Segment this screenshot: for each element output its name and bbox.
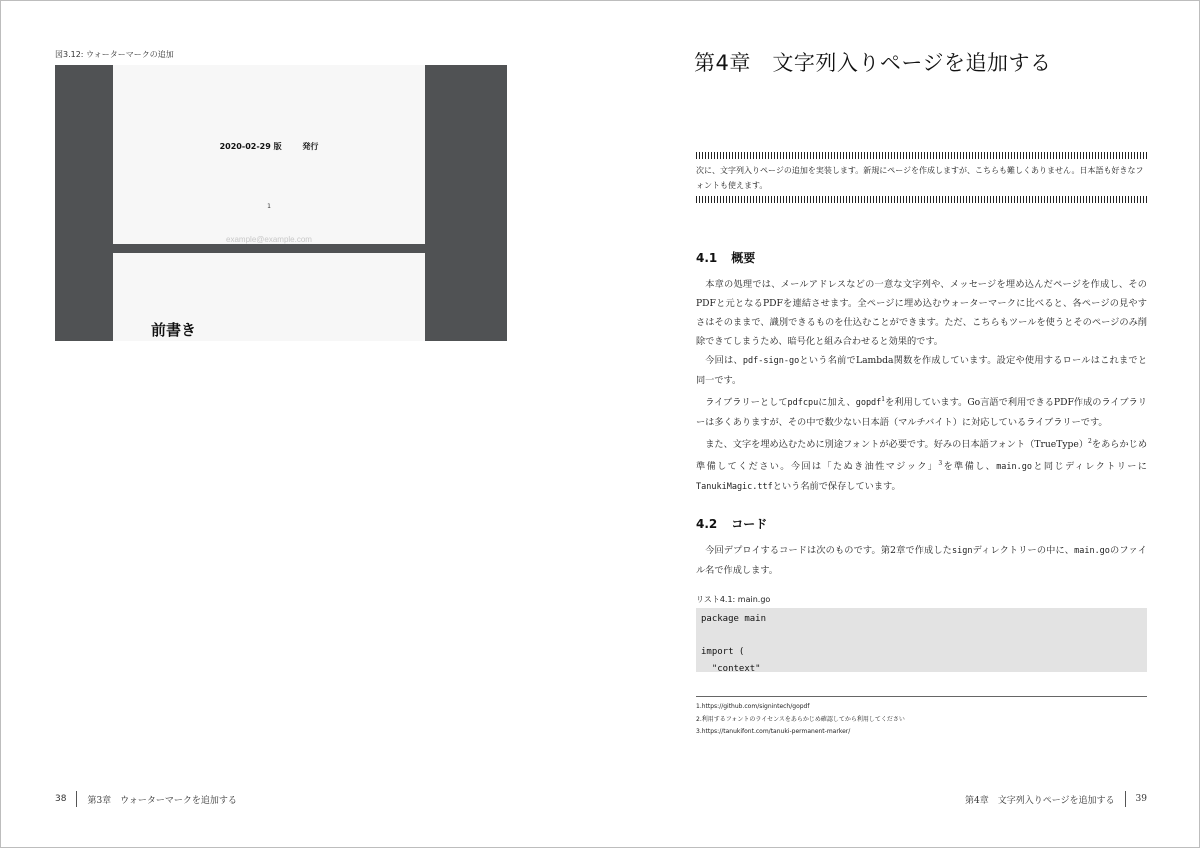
figure-page-number: 1 xyxy=(267,203,271,210)
inline-code: pdf-sign-go xyxy=(742,356,800,366)
footnote-rule xyxy=(696,696,1147,697)
text: という名前で保存しています。 xyxy=(772,481,901,493)
left-page-number: 38 xyxy=(55,794,67,804)
section-title: コード xyxy=(731,517,768,531)
section-4-2-body xyxy=(696,541,1147,580)
footnotes xyxy=(696,701,905,739)
paragraph xyxy=(696,432,1147,497)
figure-issue-line xyxy=(113,141,425,152)
figure-watermark: example@example.com xyxy=(226,235,312,244)
code-line: package main xyxy=(701,614,767,624)
section-heading-4-2 xyxy=(696,515,767,532)
inline-code: sign xyxy=(951,546,973,556)
figure-next-page-title: 前書き xyxy=(151,321,197,339)
left-footer xyxy=(55,791,237,807)
figure-issue-word: 発行 xyxy=(302,142,319,151)
chapter-intro: 次に、文字列入りページの追加を実装します。新規にページを作成しますが、こちらも難しくありません。日本語も好きなフォントも使えます。 xyxy=(696,166,1144,190)
text: を準備し、 xyxy=(942,461,997,473)
text: に加え、 xyxy=(818,397,856,409)
right-footer xyxy=(965,791,1147,807)
code-line: import ( xyxy=(701,647,745,657)
section-4-1-body xyxy=(696,275,1147,497)
watermark-figure xyxy=(55,65,507,341)
text: ライブラリーとして xyxy=(705,397,788,409)
section-title: 概要 xyxy=(731,251,756,265)
text: と同じディレクトリーに xyxy=(1032,461,1147,473)
figure-page-1 xyxy=(113,65,425,244)
footnote-1[interactable]: 1.https://github.com/signintech/gopdf xyxy=(696,703,810,710)
footnote-3[interactable]: 3.https://tanukifont.com/tanuki-permanent-marker/ xyxy=(696,728,851,735)
right-running-head: 第4章 文字列入りページを追加する xyxy=(964,795,1115,806)
footer-divider xyxy=(76,791,77,807)
code-line: "context" xyxy=(701,663,761,672)
figure-caption: 図3.12: ウォーターマークの追加 xyxy=(55,50,174,59)
text: を利用しています。Go言語で利用できるPDF作成のライブラリーは多くありますが、その中で数少ない日本語（マルチバイト）に対応しているライブラリーです。 xyxy=(696,397,1147,429)
section-heading-4-1 xyxy=(696,249,755,266)
left-running-head: 第3章 ウォーターマークを追加する xyxy=(87,795,237,806)
text: のファイル名で作成します。 xyxy=(696,545,1147,576)
section-number: 4.1 xyxy=(696,251,718,265)
figure-page-2 xyxy=(113,253,425,341)
paragraph xyxy=(696,351,1147,390)
footnote-ref[interactable]: 1 xyxy=(881,396,886,403)
figure-issue-date: 2020-02-29 版 xyxy=(219,142,282,151)
inline-code: main.go xyxy=(996,462,1033,473)
inline-code: gopdf xyxy=(855,398,882,409)
code-block xyxy=(696,608,1147,672)
inline-code: pdfcpu xyxy=(787,398,819,409)
text: ディレクトリーの中に、 xyxy=(972,545,1075,556)
paragraph xyxy=(696,541,1147,580)
text: という名前でLambda関数を作成しています。設定や使用するロールはこれまでと同一です。 xyxy=(696,355,1148,386)
paragraph: 本章の処理では、メールアドレスなどの一意な文字列や、メッセージを埋め込んだページを作成し、そのPDFと元となるPDFを連結させます。全ページに埋め込むウォーターマークに比べると、各ページの見やすさはそのままで、識別できるものを仕込むことができます。ただ、こちらもツールを使うとそのページのみ削除できてしまうため、暗号化と組み合わせると効果的です。 xyxy=(696,279,1147,347)
text: また、文字を埋め込むために別途フォントが必要です。好みの日本語フォント（TrueType） xyxy=(705,439,1089,451)
left-page xyxy=(1,1,600,847)
footnote-2: 2.利用するフォントのライセンスをあらかじめ確認してから利用してください xyxy=(696,715,905,723)
section-number: 4.2 xyxy=(696,517,718,531)
paragraph xyxy=(696,390,1147,432)
inline-code: TanukiMagic.ttf xyxy=(696,482,773,493)
text: をあらかじめ準備してください。今回は「たぬき油性マジック」 xyxy=(696,439,1148,473)
inline-code: main.go xyxy=(1074,546,1110,556)
chapter-title: 第4章 文字列入りページを追加する xyxy=(694,51,1052,75)
footnote-ref[interactable]: 3 xyxy=(938,460,943,468)
right-page xyxy=(600,1,1199,847)
intro-stripe-top xyxy=(696,152,1147,159)
listing-caption: リスト4.1: main.go xyxy=(696,595,771,604)
footnote-ref[interactable]: 2 xyxy=(1088,438,1092,446)
text: 今回デプロイするコードは次のものです。第2章で作成した xyxy=(705,545,952,556)
text: 今回は、 xyxy=(705,355,743,366)
footer-divider xyxy=(1125,791,1126,807)
code-listing xyxy=(696,608,1147,672)
right-page-number: 39 xyxy=(1135,794,1147,804)
intro-stripe-bottom xyxy=(696,196,1147,203)
